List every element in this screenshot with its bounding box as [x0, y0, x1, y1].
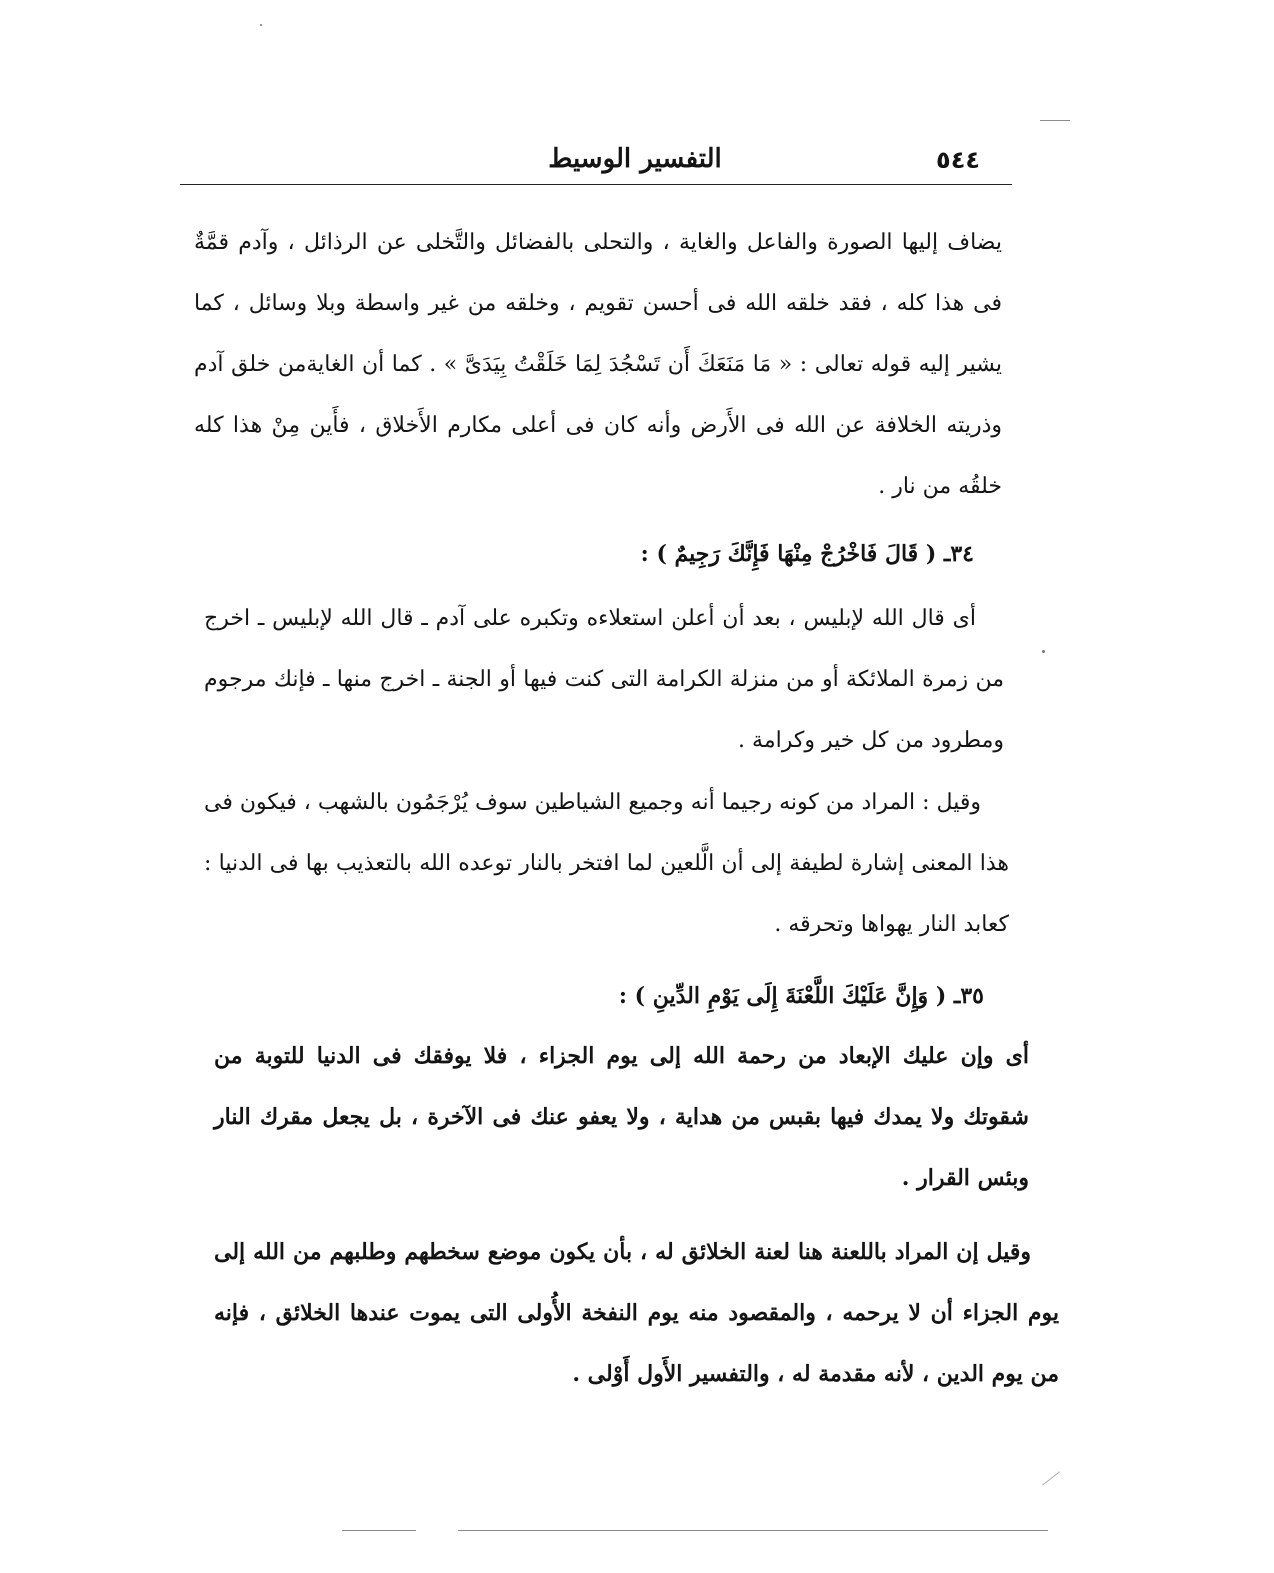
- bottom-rule-right: [458, 1530, 1048, 1531]
- page-header: [180, 142, 1010, 186]
- scan-mark-line: [1040, 120, 1070, 121]
- verse-heading-34: ٣٤ـ ( قَالَ فَاخْرُجْ مِنْهَا فَإِنَّكَ رَجِيمٌ ) :: [640, 541, 974, 567]
- page-number: ٥٤٤: [936, 146, 980, 174]
- scan-speck: [1042, 650, 1045, 653]
- verse-heading-35: ٣٥ـ ( وَإِنَّ عَلَيْكَ اللَّعْنَةَ إِلَى يَوْمِ الدِّينِ ) :: [618, 983, 984, 1009]
- scan-speck: [260, 24, 262, 26]
- paragraph-3: وقيل : المراد من كونه رجيما أنه وجميع الشياطين سوف يُرْجَمُون بالشهب ، فيكون فى هذا المعنى إشارة لطيفة إلى أن الَّلعين لما افتخر بالنار توعده الله بالتعذيب بها فى الدنيا : كعابد النار يهواها وتحرقه .: [204, 790, 1009, 937]
- running-title: التفسير الوسيط: [548, 144, 722, 174]
- bottom-rule-left: [342, 1530, 416, 1531]
- paragraph-2: أى قال الله لإبليس ، بعد أن أعلن استعلاءه وتكبره على آدم ـ قال الله لإبليس ـ اخرج من زمرة الملائكة أو من منزلة الكرامة التى كنت فيها أو الجنة ـ اخرج منها ـ فإنك مرجوم ومطرود من كل خير وكرامة .: [204, 606, 1004, 753]
- paragraph-4: أى وإن عليك الإبعاد من رحمة الله إلى يوم الجزاء ، فلا يوفقك فى الدنيا للتوبة من شقوتك ولا يمدك فيها بقبس من هداية ، ولا يعفو عنك فى الآخرة ، بل يجعل مقرك النار وبئس القرار .: [214, 1043, 1029, 1191]
- header-rule: [180, 184, 1012, 185]
- paragraph-1: يضاف إليها الصورة والفاعل والغاية ، والتحلى بالفضائل والتَّخلى عن الرذائل ، وآدم قمَّةٌ فى هذا كله ، فقد خلقه الله فى أحسن تقويم ، وخلقه من غير واسطة وبلا وسائل ، كما يشير إليه قوله تعالى : « مَا مَنَعَكَ أَن تَسْجُدَ لِمَا خَلَقْتُ بِيَدَىَّ » . كما أن الغايةمن خلق آدم وذريته الخلافة عن الله فى الأَرض وأنه كان فى أعلى مكارم الأَخلاق ، فأَين مِنْ هذا كله خلقُه من نار .: [194, 230, 1002, 499]
- paragraph-5: وقيل إن المراد باللعنة هنا لعنة الخلائق له ، بأن يكون موضع سخطهم وطلبهم من الله إلى يوم الجزاء أن لا يرحمه ، والمقصود منه يوم النفخة الأُولى التى يموت عندها الخلائق ، فإنه من يوم الدين ، لأنه مقدمة له ، والتفسير الأَول أَوْلى .: [214, 1239, 1059, 1387]
- scan-scratch: [1042, 1471, 1060, 1485]
